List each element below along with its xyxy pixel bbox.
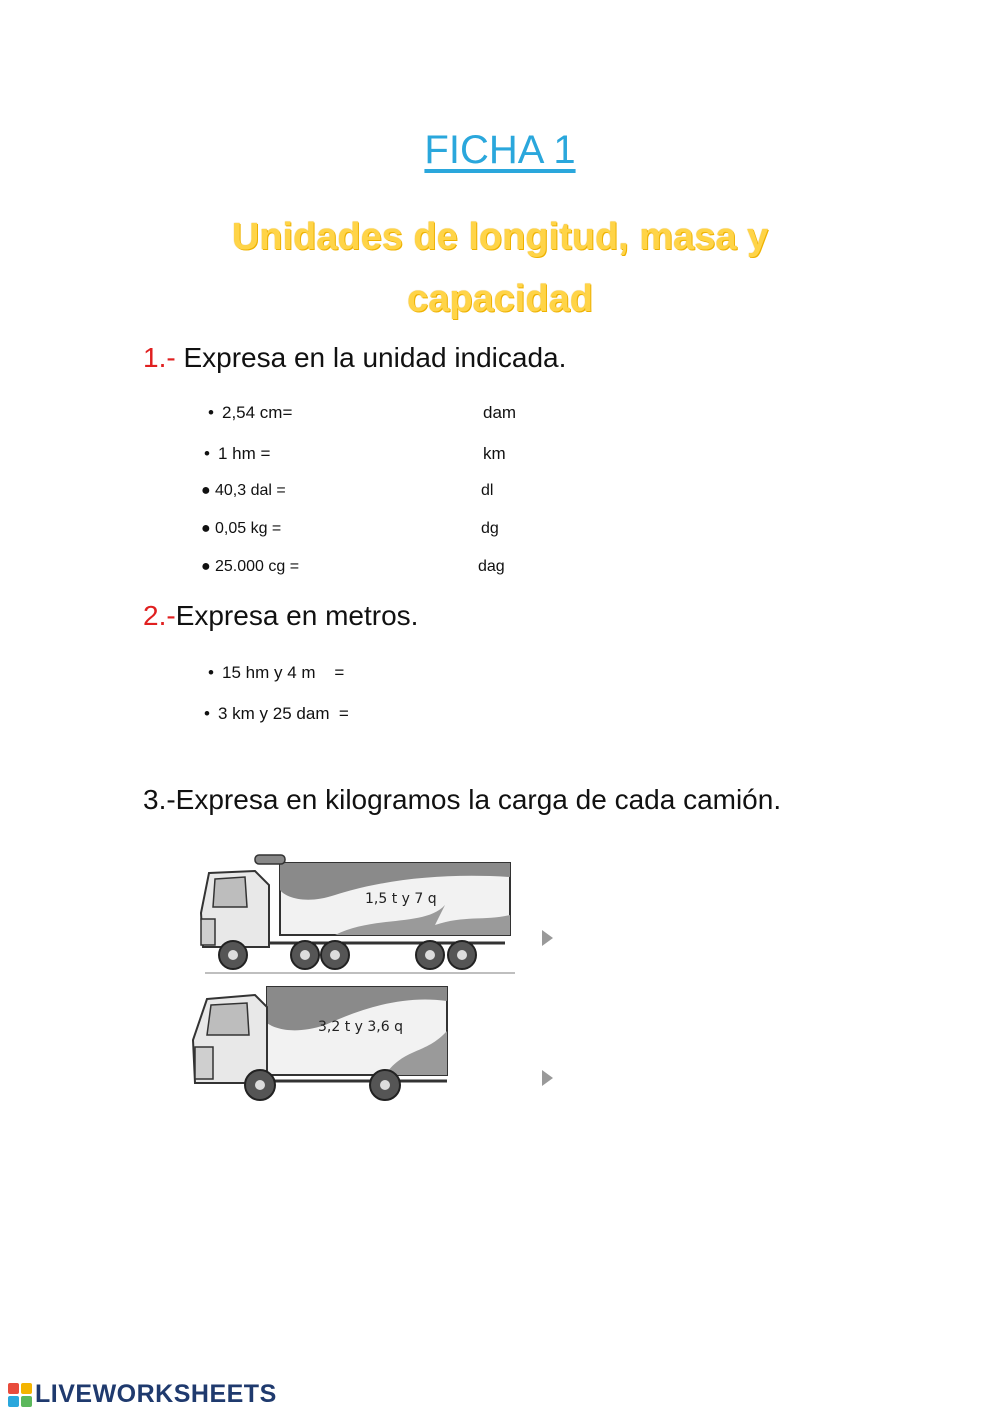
q1-item-unit: km [483, 444, 506, 463]
q1-item-expr: 1 hm = [218, 444, 271, 463]
bullet-icon: ● [201, 520, 211, 537]
q2-item-expr: 15 hm y 4 m = [222, 663, 345, 682]
page-subtitle: Unidades de longitud, masa y capacidad [231, 216, 769, 320]
bullet-icon: ● [201, 482, 211, 499]
footer-brand [8, 1380, 277, 1409]
q1-item-unit: dg [481, 520, 499, 537]
q1-item [201, 558, 299, 576]
q1-item-expr: 25.000 cg = [215, 558, 300, 575]
q2-item [208, 663, 344, 683]
answer-arrow-icon [542, 1070, 553, 1086]
q1-item-unit: dam [483, 403, 517, 422]
trucks-illustration [185, 835, 565, 1115]
q1-item [204, 444, 270, 464]
q1-item-expr: 0,05 kg = [215, 520, 282, 537]
q1-item [201, 520, 281, 538]
q1-item-expr: 2,54 cm= [222, 403, 293, 422]
q2-item-expr: 3 km y 25 dam = [218, 704, 349, 723]
question-1 [143, 342, 566, 374]
q1-item [201, 482, 286, 500]
bullet-icon: • [208, 663, 214, 682]
q1-item [208, 403, 292, 423]
q1-item-expr: 40,3 dal = [215, 482, 286, 499]
bullet-icon: • [204, 704, 210, 723]
question-1-number: 1.- [143, 342, 176, 373]
liveworksheets-logo-icon [8, 1383, 32, 1407]
truck-1 [201, 855, 515, 973]
q1-item-unit: dag [478, 558, 505, 575]
question-2-text: Expresa en metros. [175, 600, 419, 631]
bullet-icon: • [208, 403, 214, 422]
question-3: 3.-Expresa en kilogramos la carga de cada camión. [143, 784, 782, 815]
question-2 [143, 600, 418, 632]
question-2-number: 2.- [143, 600, 176, 631]
truck-1-label: 1,5 t y 7 q [365, 891, 437, 907]
truck-2 [193, 987, 447, 1100]
footer-brand-text: LIVEWORKSHEETS [35, 1380, 277, 1408]
bullet-icon: ● [201, 558, 211, 575]
bullet-icon: • [204, 444, 210, 463]
answer-arrow-icon [542, 930, 553, 946]
q2-item [204, 704, 349, 724]
q1-item-unit: dl [481, 482, 494, 499]
page-title: FICHA 1 [424, 128, 576, 172]
question-1-text: Expresa en la unidad indicada. [175, 342, 567, 373]
truck-2-label: 3,2 t y 3,6 q [318, 1019, 403, 1035]
